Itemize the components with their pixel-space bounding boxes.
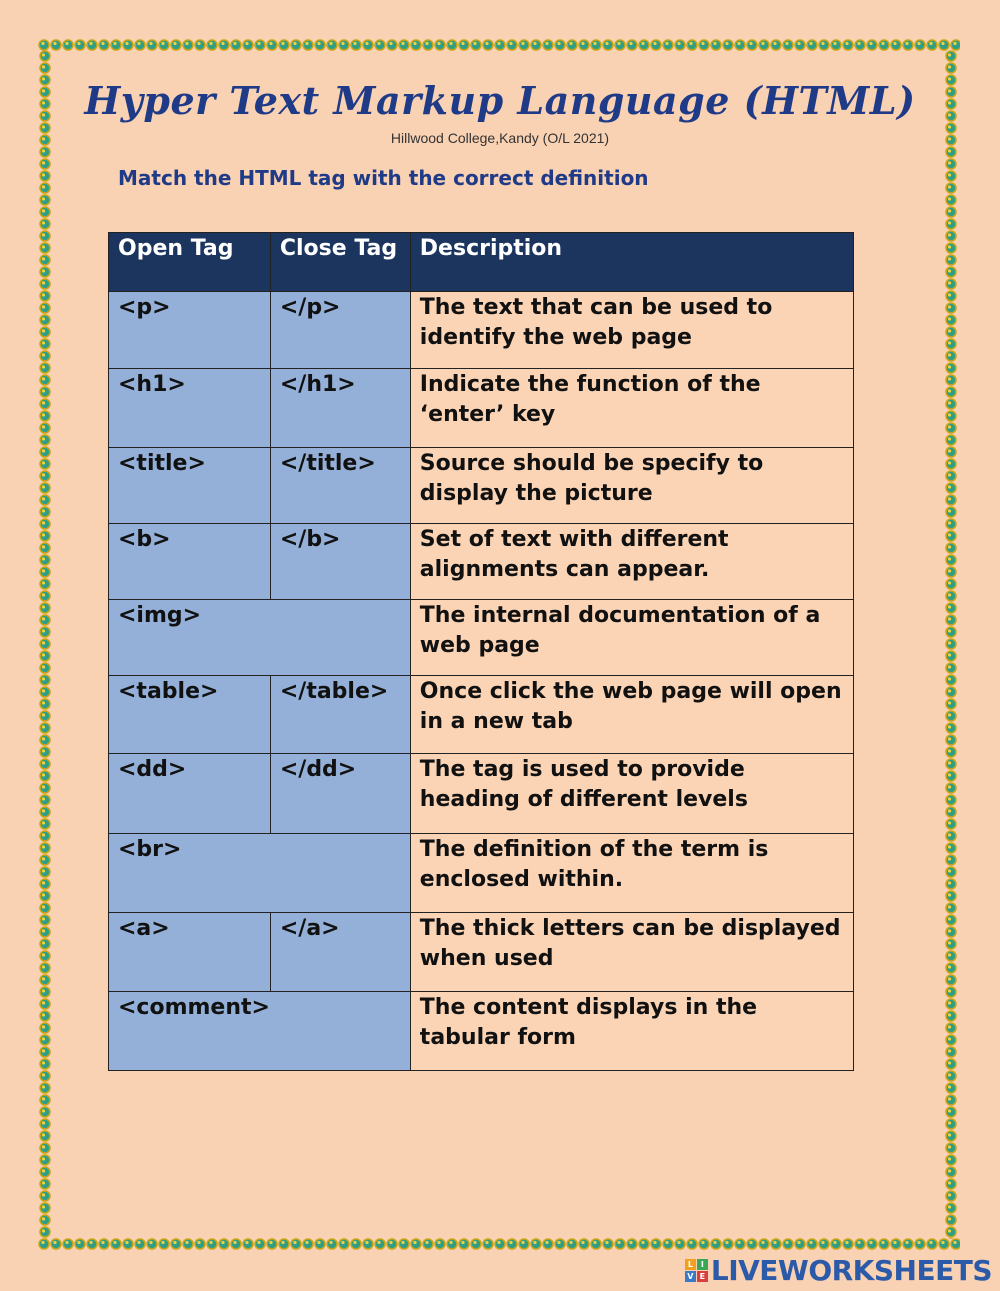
- open-tag-cell: <img>: [109, 600, 411, 676]
- description-cell: The content displays in the tabular form: [410, 992, 853, 1071]
- table-row: [109, 524, 854, 600]
- close-tag-cell: </b>: [270, 524, 410, 600]
- header-description: Description: [410, 233, 853, 292]
- description-cell: Source should be specify to display the picture: [410, 448, 853, 524]
- header-open-tag: Open Tag: [109, 233, 271, 292]
- description-cell: The tag is used to provide heading of different levels: [410, 754, 853, 834]
- description-cell: Set of text with different alignments can appear.: [410, 524, 853, 600]
- table-row: [109, 292, 854, 369]
- table-row: [109, 834, 854, 913]
- decorative-border-bottom: [38, 1237, 960, 1251]
- description-cell: Once click the web page will open in a new tab: [410, 676, 853, 754]
- close-tag-cell: </title>: [270, 448, 410, 524]
- decorative-border-top: [38, 38, 960, 52]
- matching-table: [108, 232, 854, 1071]
- page-subtitle: Hillwood College,Kandy (O/L 2021): [390, 130, 610, 146]
- description-cell: The thick letters can be displayed when used: [410, 913, 853, 992]
- table-row: [109, 448, 854, 524]
- open-tag-cell: <br>: [109, 834, 411, 913]
- close-tag-cell: </a>: [270, 913, 410, 992]
- table-row: [109, 754, 854, 834]
- page-title: Hyper Text Markup Language (HTML): [84, 78, 916, 123]
- logo-icon: L I V E: [685, 1259, 708, 1282]
- liveworksheets-logo: [685, 1254, 992, 1287]
- table-row: [109, 600, 854, 676]
- header-close-tag: Close Tag: [270, 233, 410, 292]
- close-tag-cell: </h1>: [270, 369, 410, 448]
- open-tag-cell: <comment>: [109, 992, 411, 1071]
- table-header-row: [109, 233, 854, 292]
- decorative-border-left: [38, 50, 52, 1239]
- decorative-border-right: [944, 50, 958, 1239]
- description-cell: The definition of the term is enclosed within.: [410, 834, 853, 913]
- description-cell: The internal documentation of a web page: [410, 600, 853, 676]
- table-row: [109, 992, 854, 1071]
- table-row: [109, 369, 854, 448]
- table-row: [109, 913, 854, 992]
- close-tag-cell: </table>: [270, 676, 410, 754]
- open-tag-cell: <dd>: [109, 754, 271, 834]
- close-tag-cell: </p>: [270, 292, 410, 369]
- open-tag-cell: <table>: [109, 676, 271, 754]
- open-tag-cell: <p>: [109, 292, 271, 369]
- open-tag-cell: <b>: [109, 524, 271, 600]
- open-tag-cell: <h1>: [109, 369, 271, 448]
- open-tag-cell: <title>: [109, 448, 271, 524]
- table-row: [109, 676, 854, 754]
- open-tag-cell: <a>: [109, 913, 271, 992]
- description-cell: The text that can be used to identify the web page: [410, 292, 853, 369]
- logo-text: LIVEWORKSHEETS: [710, 1254, 992, 1287]
- description-cell: Indicate the function of the ‘enter’ key: [410, 369, 853, 448]
- close-tag-cell: </dd>: [270, 754, 410, 834]
- instruction-text: Match the HTML tag with the correct definition: [118, 166, 649, 190]
